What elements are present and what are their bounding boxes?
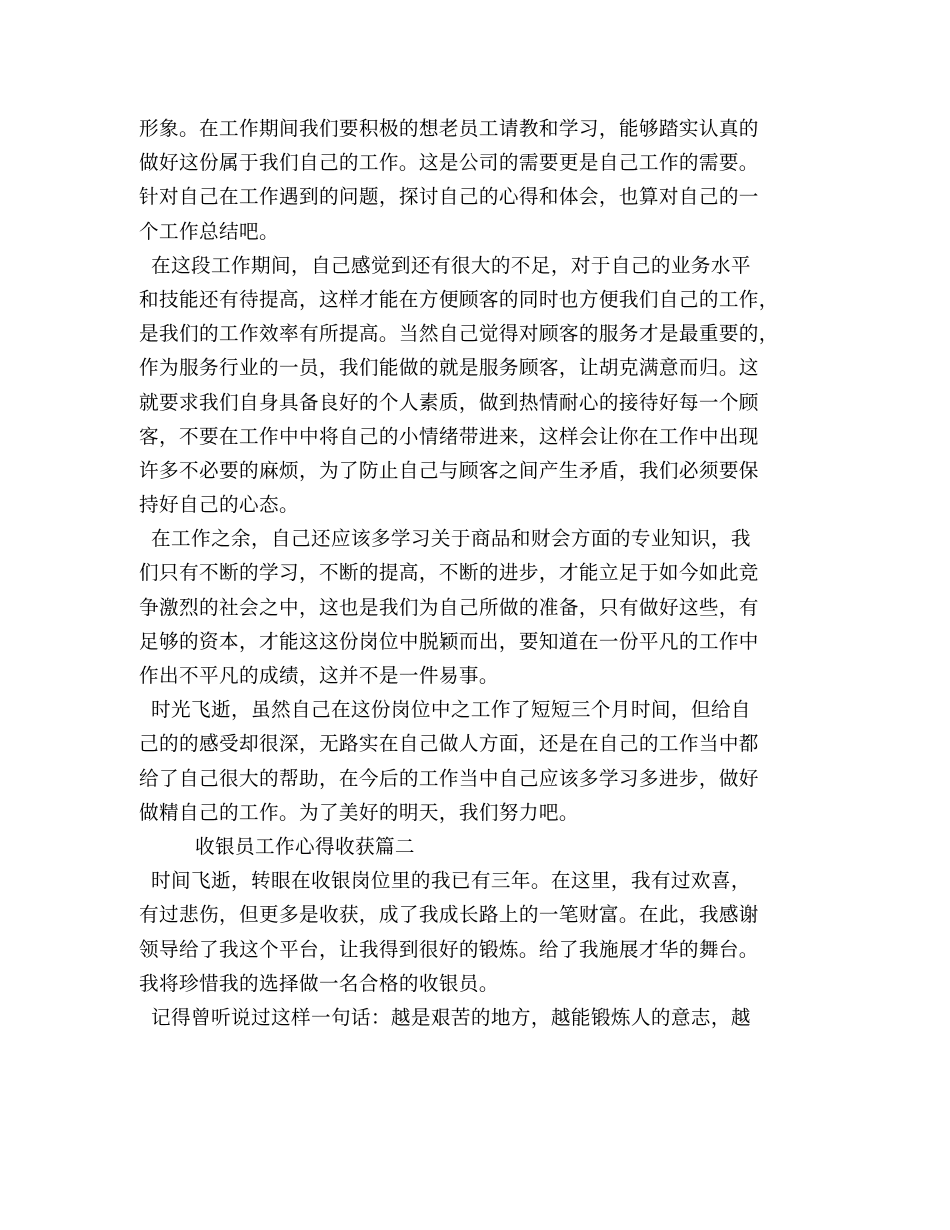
text-line: 争激烈的社会之中，这也是我们为自己所做的准备，只有做好这些，有 <box>139 595 759 619</box>
text-line: 己的的感受却很深，无路实在自己做人方面，还是在自己的工作当中都 <box>139 732 759 756</box>
text-line: 和技能还有待提高，这样才能在方便顾客的同时也方便我们自己的工作， <box>139 287 779 311</box>
text-line: 形象。在工作期间我们要积极的想老员工请教和学习，能够踏实认真的 <box>139 117 759 140</box>
document-body <box>139 112 815 1035</box>
text-line: 作为服务行业的一员，我们能做的就是服务顾客，让胡克满意而归。这 <box>139 356 759 380</box>
text-line: 作出不平凡的成绩，这并不是一件易事。 <box>139 664 499 687</box>
text-line: 做好这份属于我们自己的工作。这是公司的需要更是自己工作的需要。 <box>139 151 759 175</box>
text-line: 个工作总结吧。 <box>139 219 279 243</box>
paragraph-start-line: 在这段工作期间，自己感觉到还有很大的不足，对于自己的业务水平 <box>151 253 751 277</box>
text-line: 有过悲伤，但更多是收获，成了我成长路上的一笔财富。在此，我感谢 <box>139 903 759 927</box>
text-line: 针对自己在工作遇到的问题，探讨自己的心得和体会，也算对自己的一 <box>139 185 759 209</box>
text-line: 客，不要在工作中中将自己的小情绪带进来，这样会让你在工作中出现 <box>139 424 759 448</box>
paragraph-start-line: 时光飞逝，虽然自己在这份岗位中之工作了短短三个月时间，但给自 <box>151 698 751 722</box>
text-line: 足够的资本，才能这这份岗位中脱颖而出，要知道在一份平凡的工作中 <box>139 629 759 653</box>
text-line: 许多不必要的麻烦，为了防止自己与顾客之间产生矛盾，我们必须要保 <box>139 458 759 482</box>
text-line: 就要求我们自身具备良好的个人素质，做到热情耐心的接待好每一个顾 <box>139 390 759 414</box>
paragraph-start-line: 记得曾听说过这样一句话：越是艰苦的地方，越能锻炼人的意志，越 <box>151 1005 751 1029</box>
text-line: 们只有不断的学习，不断的提高，不断的进步，才能立足于如今如此竞 <box>139 561 759 585</box>
text-line: 做精自己的工作。为了美好的明天，我们努力吧。 <box>139 800 579 824</box>
text-line: 持好自己的心态。 <box>139 493 299 517</box>
text-line: 是我们的工作效率有所提高。当然自己觉得对顾客的服务才是最重要的， <box>139 322 779 346</box>
paragraph-start-line: 在工作之余，自己还应该多学习关于商品和财会方面的专业知识，我 <box>151 527 751 551</box>
text-line: 给了自己很大的帮助，在今后的工作当中自己应该多学习多进步，做好 <box>139 766 759 790</box>
text-line: 我将珍惜我的选择做一名合格的收银员。 <box>139 971 499 995</box>
section-heading: 收银员工作心得收获篇二 <box>195 834 415 858</box>
text-line: 领导给了我这个平台，让我得到很好的锻炼。给了我施展才华的舞台。 <box>139 937 759 961</box>
paragraph-start-line: 时间飞逝，转眼在收银岗位里的我已有三年。在这里，我有过欢喜， <box>151 869 751 893</box>
